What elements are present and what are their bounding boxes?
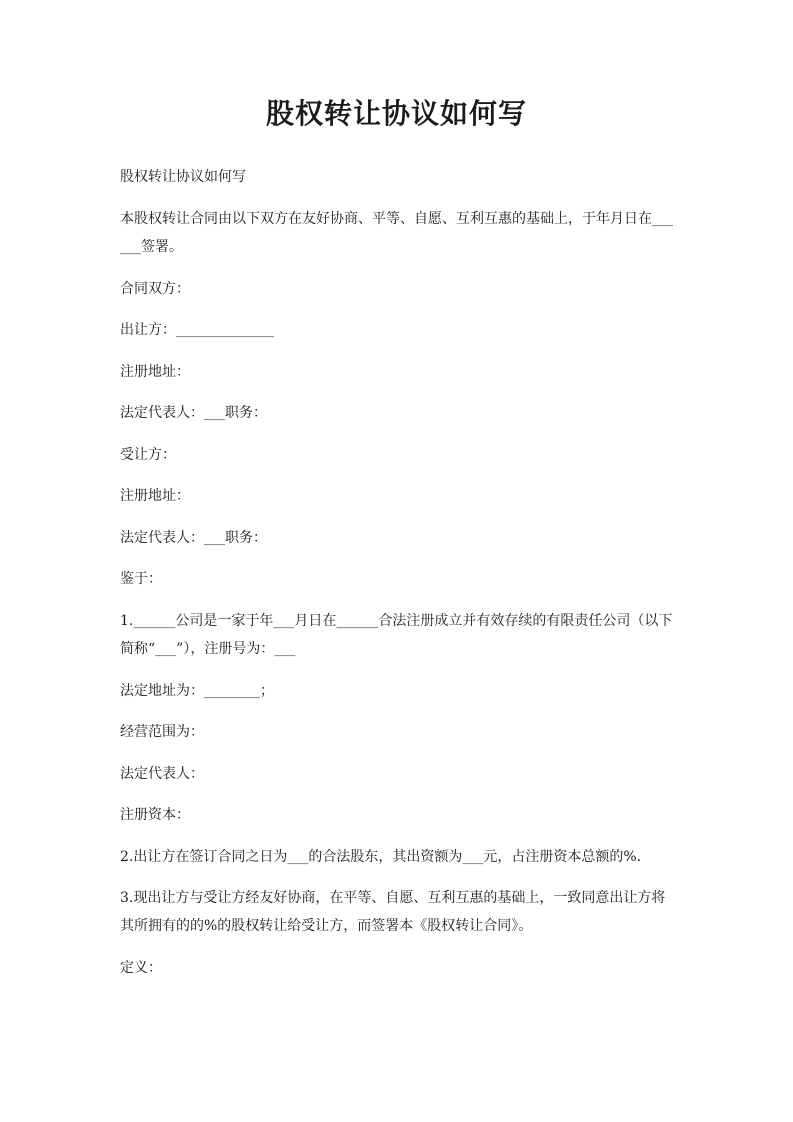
paragraph-text: 合同双方： [120,280,190,297]
paragraph-clause-2 [120,843,676,871]
document-title: 股权转让协议如何写 [265,97,527,130]
paragraph-text: 3.现出让方与受让方经友好协商，在平等、自愿、互利互惠的基础上，一致同意出让方将其所拥有的的%的股权转让给受让方，而签署本《股权转让合同》。 [120,890,666,934]
paragraph-text: 法定代表人：___职务： [120,529,267,546]
paragraph-transferor [120,316,676,344]
paragraph-text: 法定地址为：________； [120,682,274,699]
paragraph-transferor-representative [120,399,676,427]
paragraph-text: 经营范围为： [120,724,204,740]
paragraph-whereas [120,565,676,593]
paragraph-text: 法定代表人：___职务： [120,405,267,421]
paragraph-text: 受让方： [120,446,176,463]
paragraph-definitions [120,954,676,982]
document-body [120,163,676,996]
paragraph-clause-3 [120,884,676,940]
paragraph-legal-representative [120,760,676,788]
paragraph-text: 出让方：______________ [120,322,274,338]
paragraph-text: 定义： [120,960,162,976]
paragraph-text: 股权转让协议如何写 [120,169,246,185]
paragraph-transferee [120,441,676,469]
paragraph-text: 本股权转让合同由以下双方在友好协商、平等、自愿、互利互惠的基础上，于年月日在______签署。 [120,210,673,255]
paragraph-text: 1.______公司是一家于年___月日在______合法注册成立并有效存续的有限责任公司（以下简称“___”），注册号为：___ [120,612,673,657]
paragraph-transferor-address [120,358,676,386]
paragraph-legal-address [120,677,676,705]
paragraph-business-scope [120,718,676,746]
paragraph-clause-1 [120,607,676,663]
paragraph-preamble [120,205,676,261]
paragraph-transferee-representative [120,524,676,552]
paragraph-transferee-address [120,482,676,510]
paragraph-text: 注册地址： [120,488,190,504]
paragraph-text: 2.出让方在签订合同之日为___的合法股东，其出资额为___元，占注册资本总额的%. [120,848,642,865]
paragraph-subtitle [120,163,676,191]
paragraph-parties-heading [120,275,676,303]
paragraph-text: 法定代表人： [120,765,204,782]
paragraph-registered-capital [120,801,676,829]
paragraph-text: 注册地址： [120,363,190,380]
paragraph-text: 注册资本： [120,807,190,823]
paragraph-text: 鉴于： [120,571,162,587]
